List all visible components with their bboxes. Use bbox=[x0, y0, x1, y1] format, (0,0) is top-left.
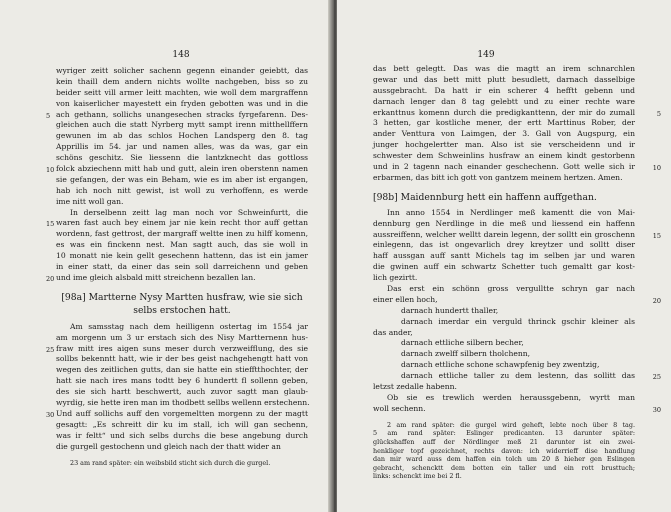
text-line: Am samsstag nach dem heilligenn ostertag im 1554 jar bbox=[70, 321, 308, 331]
line-number: 10 bbox=[46, 166, 55, 175]
footnote-line: links: schenckt ime bei 2 fl. bbox=[373, 472, 462, 481]
footnote-line: henkliger topf gezeichnet, rechts davon: ich widerrieff dise handlung bbox=[373, 446, 635, 455]
text-line: gleichen auch die statt Nyrberg mytt sampt irenn mitthellffern bbox=[56, 120, 308, 130]
text-line: ach gethann, sollichs unangesechen stracks fyrgefarenn. Des- 5 bbox=[46, 109, 308, 120]
right-page bbox=[337, 0, 671, 512]
text-line: darnach lenger dan 8 tag gelebtt und zu einer rechte ware bbox=[373, 96, 635, 106]
text-line: 3 hetten, gar kostliche mener, der ertt Marttinus Rober, der bbox=[373, 118, 635, 128]
list-item: darnach imerdar ein verguld thrinck gschir kleiner als bbox=[401, 316, 635, 326]
list-item: darnach hundertt thaller, bbox=[401, 305, 499, 315]
text-line: am morgenn um 3 ur erstach sich des Nisy Martternenn hus- bbox=[56, 332, 308, 342]
line-number: 5 bbox=[46, 111, 51, 120]
text-line: in einer statt, da einer das sein soll darreichenn und geben bbox=[56, 262, 308, 272]
footnote-line: 5 am rand später: Eslinger predicanten. 13 darunter später: bbox=[373, 429, 635, 438]
text-line: das bett gelegtt. Das was die magtt an irem schnarchlen bbox=[373, 64, 635, 73]
list-item: darnach ettliche schone schawpfenig bey zwentzig, bbox=[401, 360, 600, 370]
paragraph bbox=[46, 66, 308, 208]
text-line: haff aussgan auff santt Michels tag im selben jar und waren bbox=[373, 251, 635, 261]
line-number: 15 bbox=[652, 231, 661, 240]
left-page-text bbox=[46, 66, 310, 467]
text-line: aussreiffenn, welcher welltt darein legenn, der solltt ein groschenn 15 bbox=[373, 229, 661, 240]
list-item: darnach zwelff silbern tholchenn, bbox=[401, 349, 531, 359]
text-line: die gurgell gestochenn und gleich nach der thatt wider an bbox=[56, 441, 281, 451]
footnote bbox=[373, 421, 635, 481]
text-line: fraw mitt ires aigen suns meser durch verzweifflung, des sie 25 bbox=[46, 343, 308, 354]
text-line: von kaiserlicher mayestett ein fryden gebotten was und in die bbox=[56, 98, 308, 108]
line-number: 5 bbox=[656, 109, 661, 118]
text-line: schwester dem Schweinlins husfraw an einem kindt gestorbenn bbox=[373, 151, 635, 161]
line-number: 20 bbox=[46, 274, 55, 283]
text-line: lich gezirtt. bbox=[373, 273, 418, 283]
paragraph: Ob sie es trewlich werden heraussgebenn, wyrtt man woll sechenn. 30 bbox=[373, 392, 661, 414]
text-line: gewunen im ab das schlos Hochen Landsperg den 8. tag bbox=[56, 131, 308, 141]
text-line: hab ich noch nitt gewist, ist woll zu verhoffenn, es werde bbox=[56, 185, 308, 195]
page-number: 149 bbox=[477, 50, 495, 60]
footnote-line: dan mir ward auss dem haffen ein tolch um 20 ß hieher gen Eslingen bbox=[373, 455, 635, 464]
line-number: 10 bbox=[652, 164, 661, 173]
text-line: des sie sich hartt beschwertt, auch zuvor sagtt man glaub- bbox=[56, 387, 308, 397]
text-line: erkanttnus komenn durch die predigkanttenn, der mir do zumall 5 bbox=[373, 107, 661, 118]
list-item: letzst zedalle habenn. bbox=[373, 382, 457, 392]
list-item: das ander, bbox=[373, 327, 413, 337]
section-heading: [98b] Maidennburg hett ein haffenn auffgethan. bbox=[373, 191, 597, 203]
text-line: gewar und das bett mitt plutt besudlett, darnach dasselbige bbox=[373, 74, 635, 84]
text-line: und ime gleich alsbald mitt streichenn bezallen lan. 20 bbox=[46, 272, 256, 283]
text-line: sollbs bekenntt hatt, wie ir der bes geist nachgehengtt hatt von bbox=[56, 354, 308, 364]
left-page bbox=[0, 0, 334, 512]
paragraph bbox=[46, 207, 308, 284]
list-item: darnach ettliche taller zu dem lestenn, das sollitt das 25 bbox=[401, 371, 661, 382]
text-line: was ir feltt“ und sich selbs durchs die bese angebung durch bbox=[56, 430, 308, 440]
text-line: junger hochgelertter man. Also ist sie verscheidenn und ir bbox=[373, 140, 635, 150]
text-line: In derselbenn zeitt lag man noch vor Schweinfurtt, die bbox=[70, 207, 308, 217]
text-line: Apprillis im 54. jar und namen alles, was da was, gar ein bbox=[56, 142, 308, 152]
text-line: sie gefangen, der was ein Beham, wie es im aber ist ergangen, bbox=[56, 174, 308, 184]
text-line: und in 2 tagenn nach einander geschechenn. Gott welle sich ir 10 bbox=[373, 162, 661, 173]
text-line: Inn anno 1554 in Nerdlinger meß kamentt die von Mai- bbox=[387, 207, 635, 217]
text-line: dennburg gen Nerdlinge in die meß und liessend ein haffenn bbox=[373, 218, 635, 228]
right-page-text bbox=[373, 64, 661, 481]
text-line: waren fast auch bey einem jar nie kein recht thor auff gettan 15 bbox=[46, 218, 308, 229]
list-item: darnach ettliche silbern becher, bbox=[401, 338, 524, 348]
text-line: wyriger zeitt solicher sachenn gegenn einander geiebtt, das bbox=[56, 66, 308, 75]
text-line: kein thaill dem andern nichts wollte nachgeben, biss so zu bbox=[56, 76, 308, 86]
text-line: schöns geschitz. Sie liessenn die lantzknecht das gottloss bbox=[56, 153, 308, 163]
text-line: folck abziechenn mitt hab und gutt, alein iren oberstenn namen 10 bbox=[46, 164, 308, 175]
text-line: es was ein finckenn nest. Man sagtt auch, das sie woll in bbox=[56, 240, 308, 250]
text-line: die gwinen auff ein schwartz Schetter tuch gemaltt gar kost- bbox=[373, 262, 635, 272]
footnote-line: gebracht, schencktt dem botten ein taller und ein rott brusttuch; bbox=[373, 463, 635, 472]
text-line: ime nitt woll gan. bbox=[56, 196, 124, 206]
text-line: wyrdig, sie hette iren man im thodbett sellbs wellenn erstechenn. bbox=[56, 398, 310, 408]
text-line: erbarmen, das bitt ich gott von gantzem meinem hertzen. Amen. bbox=[373, 172, 623, 182]
paragraph bbox=[373, 207, 661, 284]
text-line: wegen des zeitlichen gutts, dan sie hatte ein stiefftthochter, der bbox=[56, 365, 308, 375]
text-line: einlegenn, das ist ongevarlich drey kreytzer und solltt diser bbox=[373, 240, 635, 250]
footnote: 23 am rand später: ein weibsbild sticht sich durch die gurgel. bbox=[70, 458, 271, 467]
text-line: 10 monatt nie kein gellt gesechenn hattenn, das ist ein jamer bbox=[56, 251, 308, 261]
line-number: 25 bbox=[46, 345, 55, 354]
text-line: wordenn, fast gettrost, der margraff weltte inen zu hilff komenn, bbox=[56, 229, 308, 239]
section-heading: [98a] Martterne Nysy Martten husfraw, wie sie sich selbs erstochen hatt. bbox=[61, 291, 303, 316]
footnote-line: 2 am rand später: die gurgel wird geheft, lebte noch über 8 tag. bbox=[387, 420, 635, 429]
paragraph bbox=[46, 321, 310, 453]
text-line: Und auff sollichs auff den vorgemeltten morgenn zu der magtt 30 bbox=[46, 408, 308, 419]
page-number: 148 bbox=[172, 50, 190, 60]
text-line: ander Venttura von Laimgen, der 3. Gall von Augspurg, ein bbox=[373, 129, 635, 139]
prize-list bbox=[373, 305, 661, 393]
text-line: hatt sie nach ires mans todtt bey 6 hundertt fl sollenn geben, bbox=[56, 376, 308, 386]
paragraph: Das erst ein schönn gross vergulltte schryn gar nach einer ellen hoch, 20 bbox=[373, 284, 661, 305]
line-number: 30 bbox=[46, 410, 55, 419]
text-line: gesagtt: „Es schreitt dir ku im stall, ich will gan sechenn, bbox=[56, 419, 308, 429]
text-line: beider seitt vill armer leitt machten, wie woll dem margraffenn bbox=[56, 87, 308, 97]
text-line: aussgebracht. Da hatt ir ein scherer 4 hefftt gebenn und bbox=[373, 85, 635, 95]
line-number: 15 bbox=[46, 220, 55, 229]
paragraph bbox=[373, 64, 661, 184]
footnote-line: glückshaffen auff der Nördlinger meß 21 darunter ist ein zwei- bbox=[373, 437, 635, 446]
